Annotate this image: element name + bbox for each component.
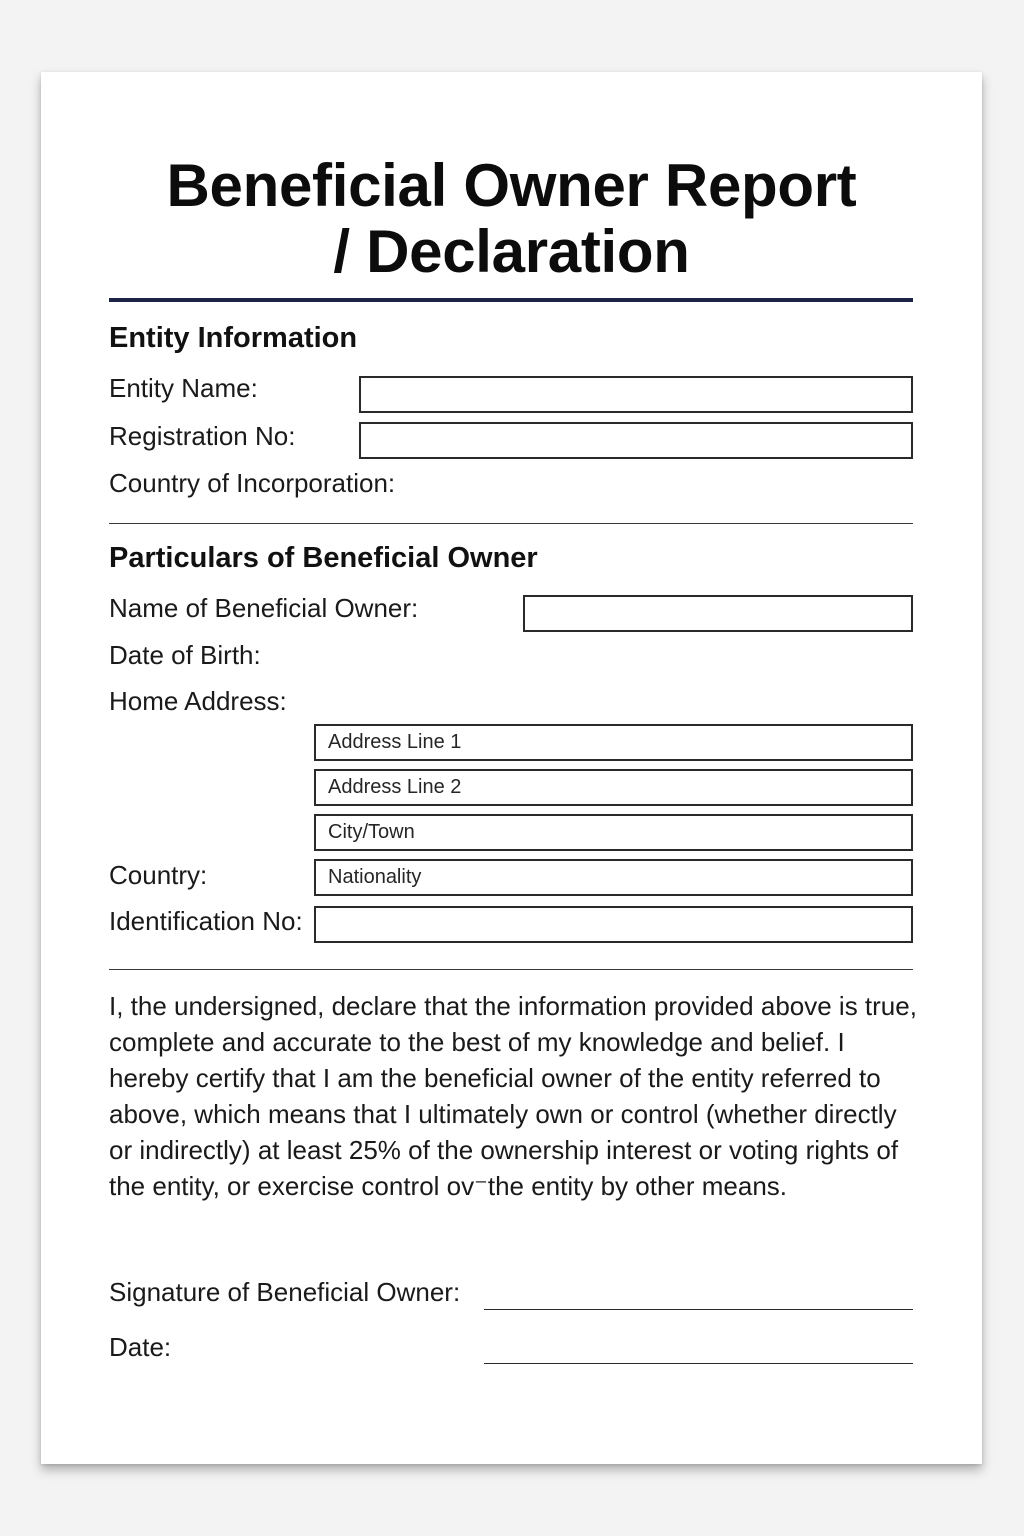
form-title-line-1: Beneficial Owner Report	[166, 152, 857, 219]
owner-name-input[interactable]	[523, 595, 913, 632]
signature-line[interactable]	[484, 1309, 913, 1310]
address-line-1-input[interactable]	[314, 724, 913, 761]
declaration-divider	[109, 969, 913, 970]
address-line-2-placeholder: Address Line 2	[328, 776, 462, 798]
section-divider	[109, 523, 913, 524]
address-line-1-placeholder: Address Line 1	[328, 731, 462, 753]
nationality-placeholder: Nationality	[328, 866, 422, 888]
identification-number-input[interactable]	[314, 906, 913, 943]
registration-number-input[interactable]	[359, 422, 913, 459]
city-town-input[interactable]	[314, 814, 913, 851]
owner-name-label: Name of Beneficial Owner:	[109, 593, 419, 623]
form-sheet	[41, 72, 982, 1464]
home-address-label: Home Address:	[109, 686, 287, 716]
date-label: Date:	[109, 1332, 172, 1362]
nationality-input[interactable]	[314, 859, 913, 896]
date-of-birth-label: Date of Birth:	[109, 640, 261, 670]
signature-label: Signature of Beneficial Owner:	[109, 1277, 461, 1307]
entity-information-heading: Entity Information	[109, 322, 358, 354]
address-line-2-input[interactable]	[314, 769, 913, 806]
city-town-placeholder: City/Town	[328, 821, 415, 843]
identification-number-label: Identification No:	[109, 906, 303, 936]
declaration-text: I, the undersigned, declare that the information provided above is true, complete and accurate to the best of my knowledge and belief. I hereby certify that I am the beneficial owner of the entity referred to above, which means that I ultimately own or control (whether directly or indirectly) at least 25% of the ownership interest or voting rights of the entity, or exercise control ov⁻the entity by other means.	[109, 991, 917, 1201]
beneficial-owner-heading: Particulars of Beneficial Owner	[109, 542, 538, 574]
registration-number-label: Registration No:	[109, 421, 296, 451]
title-divider	[109, 298, 913, 302]
country-of-incorporation-label: Country of Incorporation:	[109, 468, 396, 498]
entity-name-input[interactable]	[359, 376, 913, 413]
country-label: Country:	[109, 860, 208, 890]
entity-name-label: Entity Name:	[109, 373, 258, 403]
form-title-line-2: / Declaration	[333, 218, 690, 285]
date-line[interactable]	[484, 1363, 913, 1364]
